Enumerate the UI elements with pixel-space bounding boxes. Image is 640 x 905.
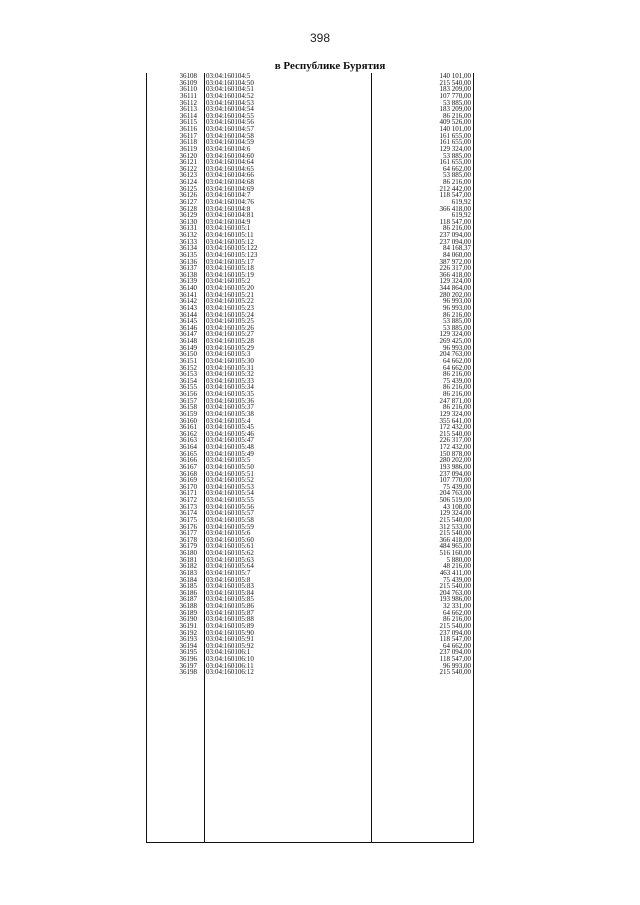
row-number: 36166: [179, 456, 197, 465]
cadastral-value-table: [146, 73, 474, 843]
cadastral-value: 118 547,00: [439, 217, 471, 226]
row-number: 36149: [179, 343, 197, 352]
row-number: 36151: [179, 356, 197, 365]
cadastral-number: 03:04:160104:54: [206, 105, 254, 114]
cadastral-value: 280 202,00: [439, 456, 471, 465]
cadastral-value: 226 317,00: [439, 264, 471, 273]
cadastral-value: 463 411,00: [439, 568, 471, 577]
cadastral-value: 96 993,00: [443, 661, 471, 670]
row-number: 36119: [179, 144, 197, 153]
cadastral-value: 86 216,00: [443, 390, 471, 398]
cadastral-number: 03:04:160104:5: [206, 72, 251, 80]
table-rows: [147, 73, 473, 676]
row-number: 36144: [179, 310, 197, 319]
row-number: 36130: [179, 217, 197, 226]
cadastral-number: 03:04:160105:3: [206, 350, 251, 359]
cadastral-value: 107 770,00: [439, 91, 471, 100]
cadastral-number: 03:04:160104:55: [206, 111, 254, 120]
cadastral-number: 03:04:160105:46: [206, 429, 254, 438]
row-number: 36177: [179, 529, 197, 538]
row-number: 36153: [179, 370, 197, 379]
row-number: 36170: [179, 482, 197, 491]
cadastral-number: 03:04:160104:8: [206, 204, 251, 213]
cadastral-number: 03:04:160105:63: [206, 555, 254, 564]
cadastral-number: 03:04:160104:65: [206, 164, 254, 173]
row-number: 36128: [179, 204, 197, 213]
cadastral-value: 5 880,00: [446, 555, 471, 564]
cadastral-number: 03:04:160105:49: [206, 449, 254, 458]
cadastral-number: 03:04:160105:1: [206, 224, 251, 233]
cadastral-number: 03:04:160104:66: [206, 171, 254, 180]
row-number: 36171: [179, 489, 197, 498]
row-number: 36197: [179, 661, 197, 670]
cadastral-value: 215 540,00: [439, 429, 471, 438]
row-number: 36154: [179, 376, 197, 385]
row-number: 36111: [180, 91, 197, 100]
cadastral-number: 03:04:160105:91: [206, 635, 254, 644]
cadastral-number: 03:04:160105:38: [206, 409, 254, 418]
cadastral-value: 75 439,00: [443, 482, 471, 491]
cadastral-number: 03:04:160105:54: [206, 489, 254, 498]
cadastral-value: 366 418,00: [439, 535, 471, 544]
cadastral-number: 03:04:160105:19: [206, 270, 254, 279]
row-number: 36142: [179, 297, 197, 306]
cadastral-value: 215 540,00: [439, 621, 471, 630]
cadastral-number: 03:04:160105:86: [206, 602, 254, 610]
row-number: 36118: [179, 138, 197, 147]
cadastral-number: 03:04:160105:24: [206, 310, 254, 319]
cadastral-number: 03:04:160105:57: [206, 509, 254, 518]
row-number: 36150: [179, 350, 197, 359]
row-number: 36112: [179, 98, 197, 107]
cadastral-number: 03:04:160105:29: [206, 343, 254, 352]
cadastral-value: 237 094,00: [439, 648, 471, 657]
page-number: 398: [309, 31, 331, 45]
cadastral-number: 03:04:160105:122: [206, 244, 258, 253]
cadastral-value: 86 216,00: [443, 370, 471, 379]
row-number: 36163: [179, 436, 197, 445]
cadastral-value: 172 432,00: [439, 423, 471, 432]
row-number: 36146: [179, 323, 197, 332]
cadastral-value: 75 439,00: [443, 376, 471, 385]
row-number: 36127: [179, 197, 197, 206]
cadastral-value: 64 662,00: [443, 356, 471, 365]
row-number: 36134: [179, 244, 197, 253]
cadastral-value: 237 094,00: [439, 237, 471, 246]
row-number: 36186: [179, 588, 197, 597]
cadastral-value: 193 986,00: [439, 462, 471, 471]
row-number: 36198: [179, 668, 197, 677]
row-number: 36196: [179, 655, 197, 663]
cadastral-value: 96 993,00: [443, 303, 471, 312]
cadastral-number: 03:04:160105:18: [206, 264, 254, 273]
cadastral-value: 161 655,00: [439, 158, 471, 167]
cadastral-number: 03:04:160104:60: [206, 151, 254, 160]
cadastral-value: 118 547,00: [439, 655, 471, 663]
cadastral-value: 84 060,00: [443, 250, 471, 259]
row-number: 36193: [179, 635, 197, 644]
cadastral-value: 86 216,00: [443, 111, 471, 120]
cadastral-value: 409 526,00: [439, 118, 471, 127]
cadastral-number: 03:04:160105:12: [206, 237, 254, 246]
row-number: 36190: [179, 615, 197, 624]
row-number: 36159: [179, 409, 197, 418]
row-number: 36116: [179, 125, 197, 133]
row-number: 36179: [179, 542, 197, 551]
cadastral-number: 03:04:160105:90: [206, 628, 254, 637]
cadastral-number: 03:04:160104:59: [206, 138, 254, 147]
row-number: 36162: [179, 429, 197, 438]
row-number: 36140: [179, 284, 197, 292]
cadastral-number: 03:04:160105:87: [206, 608, 254, 617]
cadastral-value: 366 418,00: [439, 270, 471, 279]
row-number: 36167: [179, 462, 197, 471]
cadastral-number: 03:04:160106:12: [206, 668, 254, 677]
cadastral-number: 03:04:160105:92: [206, 641, 254, 650]
cadastral-value: 129 324,00: [439, 330, 471, 339]
row-number: 36114: [179, 111, 197, 120]
cadastral-number: 03:04:160105:62: [206, 549, 254, 557]
cadastral-value: 75 439,00: [443, 575, 471, 584]
cadastral-number: 03:04:160105:31: [206, 363, 254, 372]
cadastral-value: 118 547,00: [439, 635, 471, 644]
cadastral-value: 161 655,00: [439, 131, 471, 140]
cadastral-number: 03:04:160105:20: [206, 284, 254, 292]
cadastral-number: 03:04:160105:123: [206, 250, 258, 259]
cadastral-value: 64 662,00: [443, 641, 471, 650]
cadastral-number: 03:04:160105:88: [206, 615, 254, 624]
row-number: 36164: [179, 443, 197, 451]
cadastral-value: 387 972,00: [439, 257, 471, 266]
cadastral-value: 516 160,00: [439, 549, 471, 557]
cadastral-value: 129 324,00: [439, 509, 471, 518]
cadastral-number: 03:04:160104:9: [206, 217, 251, 226]
cadastral-value: 215 540,00: [439, 78, 471, 87]
row-number: 36139: [179, 277, 197, 286]
row-number: 36141: [179, 290, 197, 299]
cadastral-value: 269 425,00: [439, 337, 471, 345]
cadastral-number: 03:04:160104:50: [206, 78, 254, 87]
cadastral-value: 53 885,00: [443, 317, 471, 326]
cadastral-value: 183 209,00: [439, 85, 471, 94]
cadastral-value: 84 168,37: [443, 244, 471, 253]
cadastral-number: 03:04:160105:5: [206, 456, 251, 465]
cadastral-value: 237 094,00: [439, 231, 471, 239]
cadastral-number: 03:04:160105:30: [206, 356, 254, 365]
cadastral-number: 03:04:160105:32: [206, 370, 254, 379]
cadastral-number: 03:04:160105:36: [206, 396, 254, 405]
row-number: 36176: [179, 522, 197, 531]
cadastral-number: 03:04:160105:48: [206, 443, 254, 451]
cadastral-value: 215 540,00: [439, 529, 471, 538]
cadastral-number: 03:04:160105:58: [206, 515, 254, 524]
row-number: 36137: [179, 264, 197, 273]
table-title: в Республике Бурятия: [274, 60, 386, 72]
row-number: 36194: [179, 641, 197, 650]
cadastral-number: 03:04:160105:34: [206, 383, 254, 392]
cadastral-number: 03:04:160105:25: [206, 317, 254, 326]
cadastral-value: 96 993,00: [443, 343, 471, 352]
row-number: 36187: [179, 595, 197, 604]
cadastral-number: 03:04:160104:7: [206, 191, 251, 200]
cadastral-value: 172 432,00: [439, 443, 471, 451]
cadastral-value: 43 108,00: [443, 502, 471, 511]
cadastral-value: 506 519,00: [439, 496, 471, 504]
row-number: 36183: [179, 568, 197, 577]
cadastral-number: 03:04:160105:37: [206, 403, 254, 412]
cadastral-value: 53 885,00: [443, 98, 471, 107]
cadastral-number: 03:04:160105:17: [206, 257, 254, 266]
row-number: 36143: [179, 303, 197, 312]
cadastral-number: 03:04:160105:28: [206, 337, 254, 345]
cadastral-number: 03:04:160105:27: [206, 330, 254, 339]
row-number: 36124: [179, 178, 197, 186]
row-number: 36174: [179, 509, 197, 518]
row-number: 36126: [179, 191, 197, 200]
cadastral-number: 03:04:160104:76: [206, 197, 254, 206]
row-number: 36195: [179, 648, 197, 657]
cadastral-number: 03:04:160105:33: [206, 376, 254, 385]
row-number: 36148: [179, 337, 197, 345]
row-number: 36189: [179, 608, 197, 617]
cadastral-number: 03:04:160105:22: [206, 297, 254, 306]
cadastral-value: 204 763,00: [439, 588, 471, 597]
cadastral-value: 484 965,00: [439, 542, 471, 551]
cadastral-value: 215 540,00: [439, 515, 471, 524]
cadastral-number: 03:04:160105:2: [206, 277, 251, 286]
cadastral-number: 03:04:160105:50: [206, 462, 254, 471]
cadastral-number: 03:04:160104:58: [206, 131, 254, 140]
cadastral-value: 193 986,00: [439, 595, 471, 604]
cadastral-value: 129 324,00: [439, 409, 471, 418]
cadastral-value: 107 770,00: [439, 476, 471, 485]
cadastral-value: 96 993,00: [443, 297, 471, 306]
cadastral-value: 280 202,00: [439, 290, 471, 299]
cadastral-value: 86 216,00: [443, 178, 471, 186]
cadastral-value: 64 662,00: [443, 363, 471, 372]
cadastral-number: 03:04:160104:53: [206, 98, 254, 107]
cadastral-number: 03:04:160105:6: [206, 529, 251, 538]
row-number: 36131: [179, 224, 197, 233]
cadastral-value: 53 885,00: [443, 151, 471, 160]
row-number: 36152: [179, 363, 197, 372]
row-number: 36110: [179, 85, 197, 94]
cadastral-value: 237 094,00: [439, 628, 471, 637]
cadastral-number: 03:04:160105:89: [206, 621, 254, 630]
row-number: 36120: [179, 151, 197, 160]
cadastral-number: 03:04:160105:59: [206, 522, 254, 531]
row-number: 36145: [179, 317, 197, 326]
cadastral-value: 161 655,00: [439, 138, 471, 147]
row-number: 36181: [179, 555, 197, 564]
cadastral-value: 53 885,00: [443, 323, 471, 332]
cadastral-number: 03:04:160104:69: [206, 184, 254, 193]
cadastral-value: 355 641,00: [439, 416, 471, 425]
cadastral-number: 03:04:160104:57: [206, 125, 254, 133]
cadastral-value: 64 662,00: [443, 608, 471, 617]
row-number: 36182: [179, 562, 197, 571]
cadastral-number: 03:04:160105:60: [206, 535, 254, 544]
cadastral-number: 03:04:160106:11: [206, 661, 254, 670]
cadastral-number: 03:04:160105:45: [206, 423, 254, 432]
cadastral-value: 48 216,00: [443, 562, 471, 571]
cadastral-value: 86 216,00: [443, 403, 471, 412]
cadastral-number: 03:04:160105:52: [206, 476, 254, 485]
cadastral-number: 03:04:160105:53: [206, 482, 254, 491]
cadastral-number: 03:04:160105:55: [206, 496, 254, 504]
cadastral-value: 86 216,00: [443, 224, 471, 233]
cadastral-number: 03:04:160105:64: [206, 562, 254, 571]
cadastral-number: 03:04:160105:7: [206, 568, 251, 577]
row-number: 36175: [179, 515, 197, 524]
cadastral-number: 03:04:160105:61: [206, 542, 254, 551]
row-number: 36184: [179, 575, 197, 584]
row-number: 36156: [179, 390, 197, 398]
cadastral-value: 237 094,00: [439, 469, 471, 478]
cadastral-value: 215 540,00: [439, 668, 471, 677]
cadastral-value: 183 209,00: [439, 105, 471, 114]
row-number: 36117: [179, 131, 197, 140]
row-number: 36172: [179, 496, 197, 504]
cadastral-value: 140 101,00: [439, 125, 471, 133]
cadastral-value: 129 324,00: [439, 277, 471, 286]
cadastral-value: 86 216,00: [443, 310, 471, 319]
row-number: 36125: [179, 184, 197, 193]
cadastral-number: 03:04:160104:52: [206, 91, 254, 100]
row-number: 36155: [179, 383, 197, 392]
cadastral-value: 226 317,00: [439, 436, 471, 445]
cadastral-number: 03:04:160105:11: [206, 231, 254, 239]
cadastral-number: 03:04:160105:26: [206, 323, 254, 332]
row-number: 36109: [179, 78, 197, 87]
cadastral-number: 03:04:160105:4: [206, 416, 251, 425]
cadastral-value: 312 533,00: [439, 522, 471, 531]
table-row: [147, 669, 473, 676]
row-number: 36158: [179, 403, 197, 412]
cadastral-number: 03:04:160105:84: [206, 588, 254, 597]
cadastral-number: 03:04:160104:56: [206, 118, 254, 127]
cadastral-value: 150 878,00: [439, 449, 471, 458]
row-number: 36122: [179, 164, 197, 173]
row-number: 36169: [179, 476, 197, 485]
row-number: 36160: [179, 416, 197, 425]
cadastral-number: 03:04:160104:81: [206, 211, 254, 220]
row-number: 36129: [179, 211, 197, 220]
row-number: 36191: [179, 621, 197, 630]
cadastral-number: 03:04:160105:35: [206, 390, 254, 398]
cadastral-number: 03:04:160104:64: [206, 158, 254, 167]
cadastral-value: 619,92: [451, 211, 471, 220]
cadastral-value: 32 331,00: [443, 602, 471, 610]
cadastral-value: 86 216,00: [443, 383, 471, 392]
cadastral-value: 118 547,00: [439, 191, 471, 200]
cadastral-value: 619,92: [451, 197, 471, 206]
row-number: 36178: [179, 535, 197, 544]
row-number: 36168: [179, 469, 197, 478]
row-number: 36185: [179, 582, 197, 591]
cadastral-number: 03:04:160105:51: [206, 469, 254, 478]
cadastral-number: 03:04:160104:51: [206, 85, 254, 94]
row-number: 36180: [179, 549, 197, 557]
row-number: 36161: [179, 423, 197, 432]
row-number: 36115: [179, 118, 197, 127]
cadastral-number: 03:04:160105:21: [206, 290, 254, 299]
cadastral-value: 215 540,00: [439, 582, 471, 591]
row-number: 36138: [179, 270, 197, 279]
cadastral-value: 64 662,00: [443, 164, 471, 173]
cadastral-number: 03:04:160105:8: [206, 575, 251, 584]
cadastral-value: 129 324,00: [439, 144, 471, 153]
cadastral-number: 03:04:160105:56: [206, 502, 254, 511]
cadastral-value: 53 885,00: [443, 171, 471, 180]
row-number: 36132: [179, 231, 197, 239]
cadastral-value: 204 763,00: [439, 489, 471, 498]
row-number: 36165: [179, 449, 197, 458]
cadastral-number: 03:04:160105:85: [206, 595, 254, 604]
row-number: 36188: [179, 602, 197, 610]
row-number: 36192: [179, 628, 197, 637]
cadastral-number: 03:04:160106:10: [206, 655, 254, 663]
cadastral-number: 03:04:160106:1: [206, 648, 251, 657]
cadastral-value: 140 101,00: [439, 72, 471, 80]
cadastral-value: 86 216,00: [443, 615, 471, 624]
cadastral-number: 03:04:160104:6: [206, 144, 251, 153]
cadastral-value: 247 871,00: [439, 396, 471, 405]
row-number: 36136: [179, 257, 197, 266]
cadastral-value: 204 763,00: [439, 350, 471, 359]
cadastral-value: 344 864,00: [439, 284, 471, 292]
row-number: 36113: [179, 105, 197, 114]
row-number: 36108: [179, 72, 197, 80]
cadastral-number: 03:04:160105:83: [206, 582, 254, 591]
row-number: 36135: [179, 250, 197, 259]
row-number: 36133: [179, 237, 197, 246]
row-number: 36123: [179, 171, 197, 180]
cadastral-number: 03:04:160104:68: [206, 178, 254, 186]
cadastral-value: 212 442,00: [439, 184, 471, 193]
row-number: 36173: [179, 502, 197, 511]
cadastral-number: 03:04:160105:47: [206, 436, 254, 445]
row-number: 36121: [179, 158, 197, 167]
row-number: 36157: [179, 396, 197, 405]
cadastral-value: 366 418,00: [439, 204, 471, 213]
row-number: 36147: [179, 330, 197, 339]
cadastral-number: 03:04:160105:23: [206, 303, 254, 312]
